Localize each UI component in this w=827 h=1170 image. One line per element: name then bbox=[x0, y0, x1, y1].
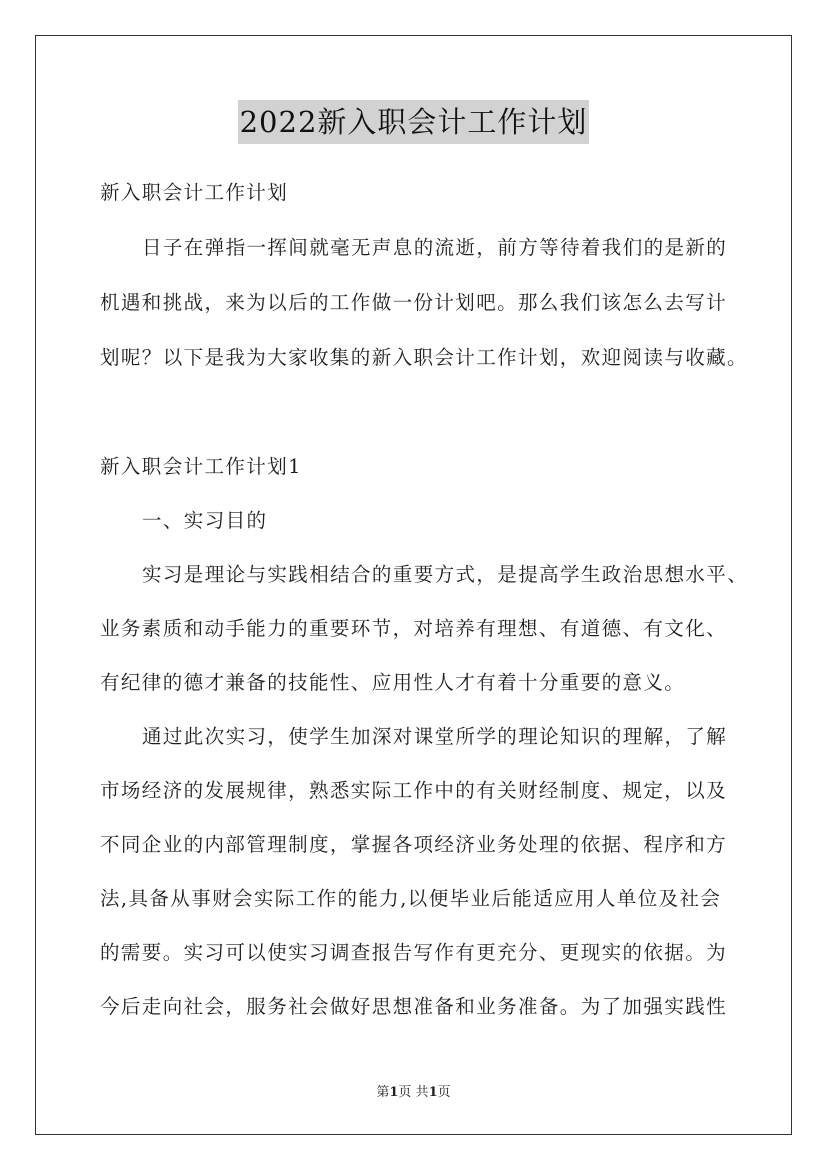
section-heading: 新入职会计工作计划 bbox=[100, 181, 289, 204]
section-heading: 新入职会计工作计划1 bbox=[100, 455, 302, 478]
paragraph-line: 机遇和挑战，来为以后的工作做一份计划吧。那么我们该怎么去写计 bbox=[100, 291, 728, 314]
paragraph-line: 划呢？以下是我为大家收集的新入职会计工作计划，欢迎阅读与收藏。 bbox=[100, 346, 748, 369]
paragraph-line: 日子在弹指一挥间就毫无声息的流逝，前方等待着我们的是新的 bbox=[142, 236, 728, 259]
title-container bbox=[0, 100, 827, 144]
footer-prefix: 第 bbox=[376, 1085, 390, 1100]
document-title: 2022新入职会计工作计划 bbox=[238, 100, 590, 144]
paragraph-line: 法,具备从事财会实际工作的能力,以便毕业后能适应用人单位及社会 bbox=[100, 887, 722, 910]
paragraph-line: 有纪律的德才兼备的技能性、应用性人才有着十分重要的意义。 bbox=[100, 671, 686, 694]
paragraph-line: 今后走向社会，服务社会做好思想准备和业务准备。为了加强实践性 bbox=[100, 995, 728, 1018]
paragraph-line: 业务素质和动手能力的重要环节，对培养有理想、有道德、有文化、 bbox=[100, 617, 728, 640]
paragraph-line: 的需要。实习可以使实习调查报告写作有更充分、更现实的依据。为 bbox=[100, 941, 728, 964]
footer-mid: 页 共 bbox=[398, 1085, 429, 1100]
subsection-heading: 一、实习目的 bbox=[142, 509, 268, 532]
paragraph-line: 不同企业的内部管理制度，掌握各项经济业务处理的依据、程序和方 bbox=[100, 833, 728, 856]
footer-page-number: 1 bbox=[389, 1085, 399, 1100]
footer-total-pages: 1 bbox=[428, 1085, 438, 1100]
page-footer bbox=[0, 1084, 827, 1102]
paragraph-line: 市场经济的发展规律，熟悉实际工作中的有关财经制度、规定，以及 bbox=[100, 779, 728, 802]
footer-suffix: 页 bbox=[437, 1085, 451, 1100]
paragraph-line: 实习是理论与实践相结合的重要方式，是提高学生政治思想水平、 bbox=[142, 563, 749, 586]
paragraph-line: 通过此次实习，使学生加深对课堂所学的理论知识的理解，了解 bbox=[142, 725, 728, 748]
